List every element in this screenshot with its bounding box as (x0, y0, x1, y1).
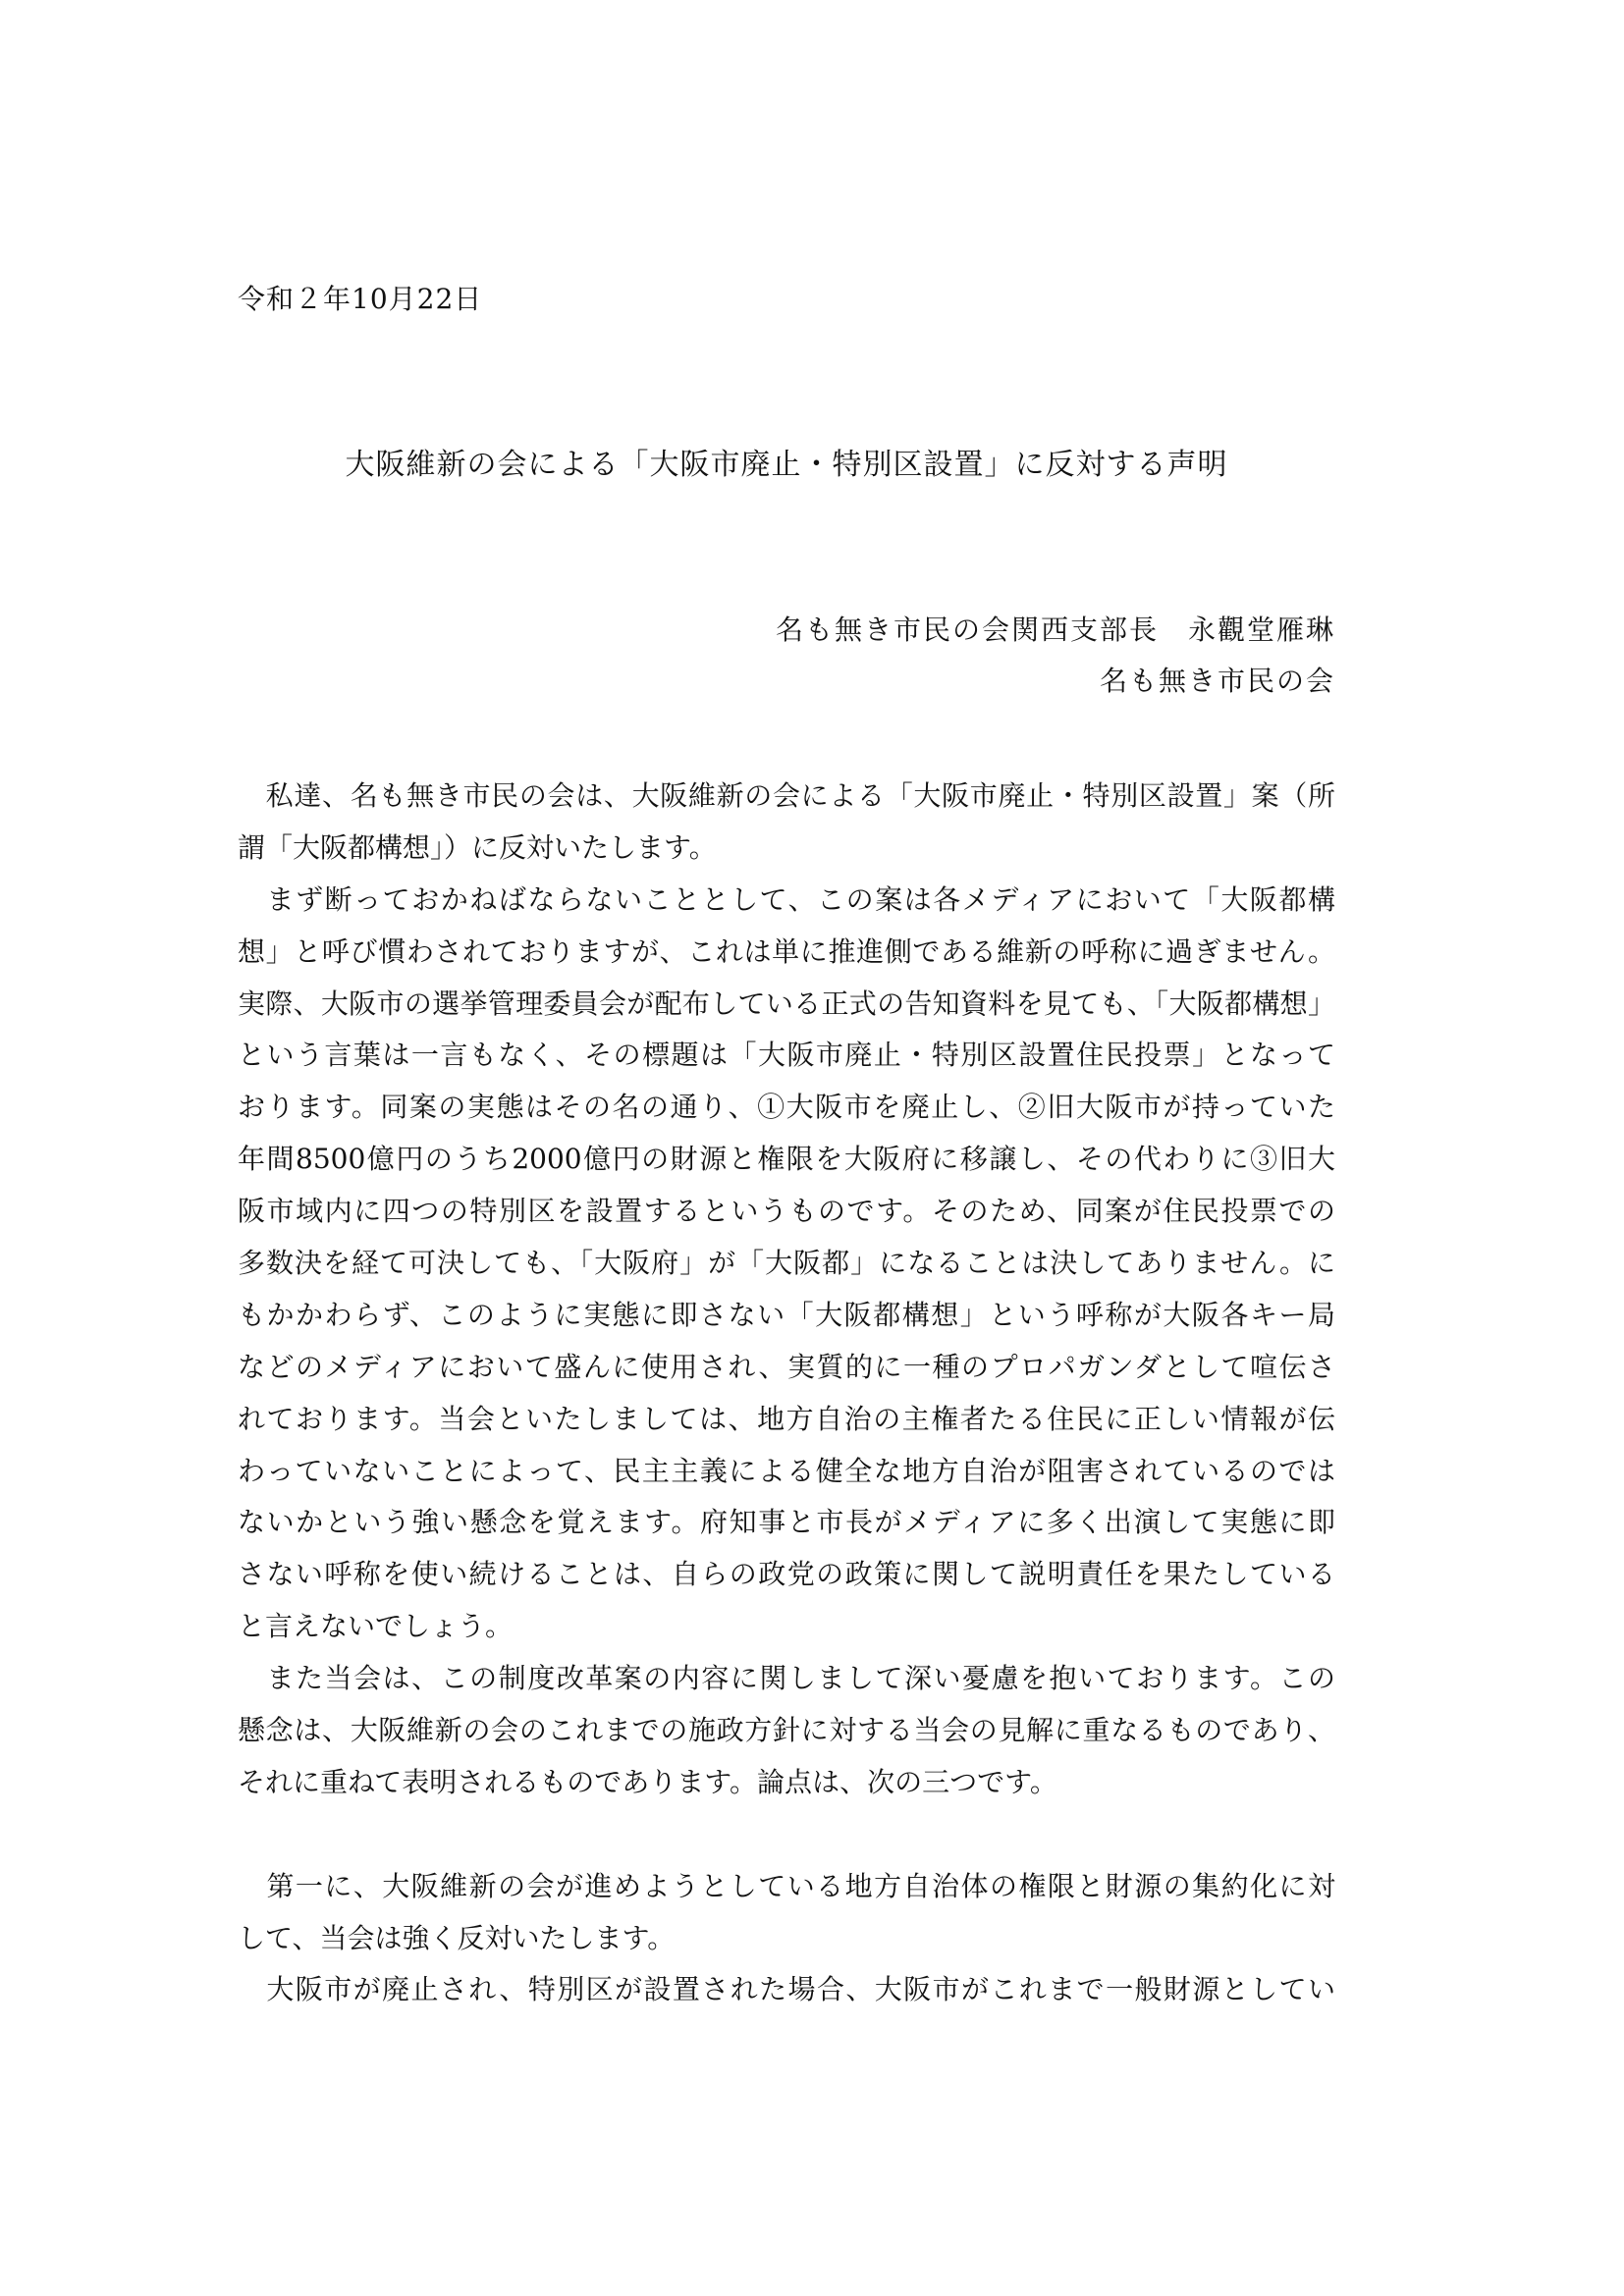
paragraph-line: おります。同案の実態はその名の通り、①大阪市を廃止し、②旧大阪市が持っていた (238, 1091, 1335, 1124)
paragraph-line: れております。当会といたしましては、地方自治の主権者たる住民に正しい情報が伝 (238, 1402, 1335, 1435)
paragraph-line: もかかわらず、このように実態に即さない「大阪都構想」という呼称が大阪各キー局 (238, 1298, 1335, 1331)
document-date: 令和２年10月22日 (238, 283, 483, 315)
paragraph-line: して、当会は強く反対いたします。 (238, 1921, 676, 1954)
paragraph-line: 懸念は、大阪維新の会のこれまでの施政方針に対する当会の見解に重なるものであり、 (238, 1714, 1335, 1747)
paragraph-line: 謂「大阪都構想」）に反対いたします。 (238, 830, 717, 864)
paragraph-line: 阪市域内に四つの特別区を設置するというものです。そのため、同案が住民投票での (238, 1195, 1335, 1228)
paragraph-line: まず断っておかねばならないこととして、この案は各メディアにおいて「大阪都構 (238, 882, 1335, 916)
document-title: 大阪維新の会による「大阪市廃止・特別区設置」に反対する声明 (345, 448, 1228, 482)
paragraph-gap (238, 1809, 1335, 1861)
paragraph (238, 1964, 1335, 2016)
signature-line-author: 名も無き市民の会関西支部長 永觀堂雁琳 (775, 614, 1335, 646)
paragraph-line: 想」と呼び慣わされておりますが、これは単に推進側である維新の呼称に過ぎません。 (238, 934, 1335, 968)
paragraph (238, 875, 1335, 1653)
paragraph-line: という言葉は一言もなく、その標題は「大阪市廃止・特別区設置住民投票」となって (238, 1039, 1335, 1072)
paragraph-line: 実際、大阪市の選挙管理委員会が配布している正式の告知資料を見ても、「大阪都構想」 (238, 987, 1335, 1020)
paragraph-line: と言えないでしょう。 (238, 1610, 514, 1643)
paragraph-line: ないかという強い懸念を覚えます。府知事と市長がメディアに多く出演して実態に即 (238, 1506, 1335, 1539)
paragraph-line: 年間8500億円のうち2000億円の財源と権限を大阪府に移譲し、その代わりに③旧大 (238, 1143, 1335, 1176)
paragraph-line: 多数決を経て可決しても、「大阪府」が「大阪都」になることは決してありません。に (238, 1247, 1335, 1280)
paragraph-line: 第一に、大阪維新の会が進めようとしている地方自治体の権限と財源の集約化に対 (238, 1869, 1335, 1902)
paragraph (238, 771, 1335, 875)
paragraph (238, 1653, 1335, 1809)
paragraph-line: 私達、名も無き市民の会は、大阪維新の会による「大阪市廃止・特別区設置」案（所 (238, 779, 1335, 812)
paragraph-line: さない呼称を使い続けることは、自らの政党の政策に関して説明責任を果たしている (238, 1558, 1335, 1591)
paragraph-line: 大阪市が廃止され、特別区が設置された場合、大阪市がこれまで一般財源としてい (238, 1973, 1335, 2006)
paragraph (238, 1861, 1335, 1965)
paragraph-line: それに重ねて表明されるものであります。論点は、次の三つです。 (238, 1765, 1057, 1798)
paragraph-line: などのメディアにおいて盛んに使用され、実質的に一種のプロパガンダとして喧伝さ (238, 1350, 1335, 1383)
document-body (238, 771, 1335, 2016)
signature-line-organization: 名も無き市民の会 (1099, 665, 1335, 697)
paragraph-line: また当会は、この制度改革案の内容に関しまして深い憂慮を抱いております。この (238, 1662, 1335, 1695)
paragraph-line: わっていないことによって、民主主義による健全な地方自治が阻害されているのでは (238, 1454, 1335, 1487)
